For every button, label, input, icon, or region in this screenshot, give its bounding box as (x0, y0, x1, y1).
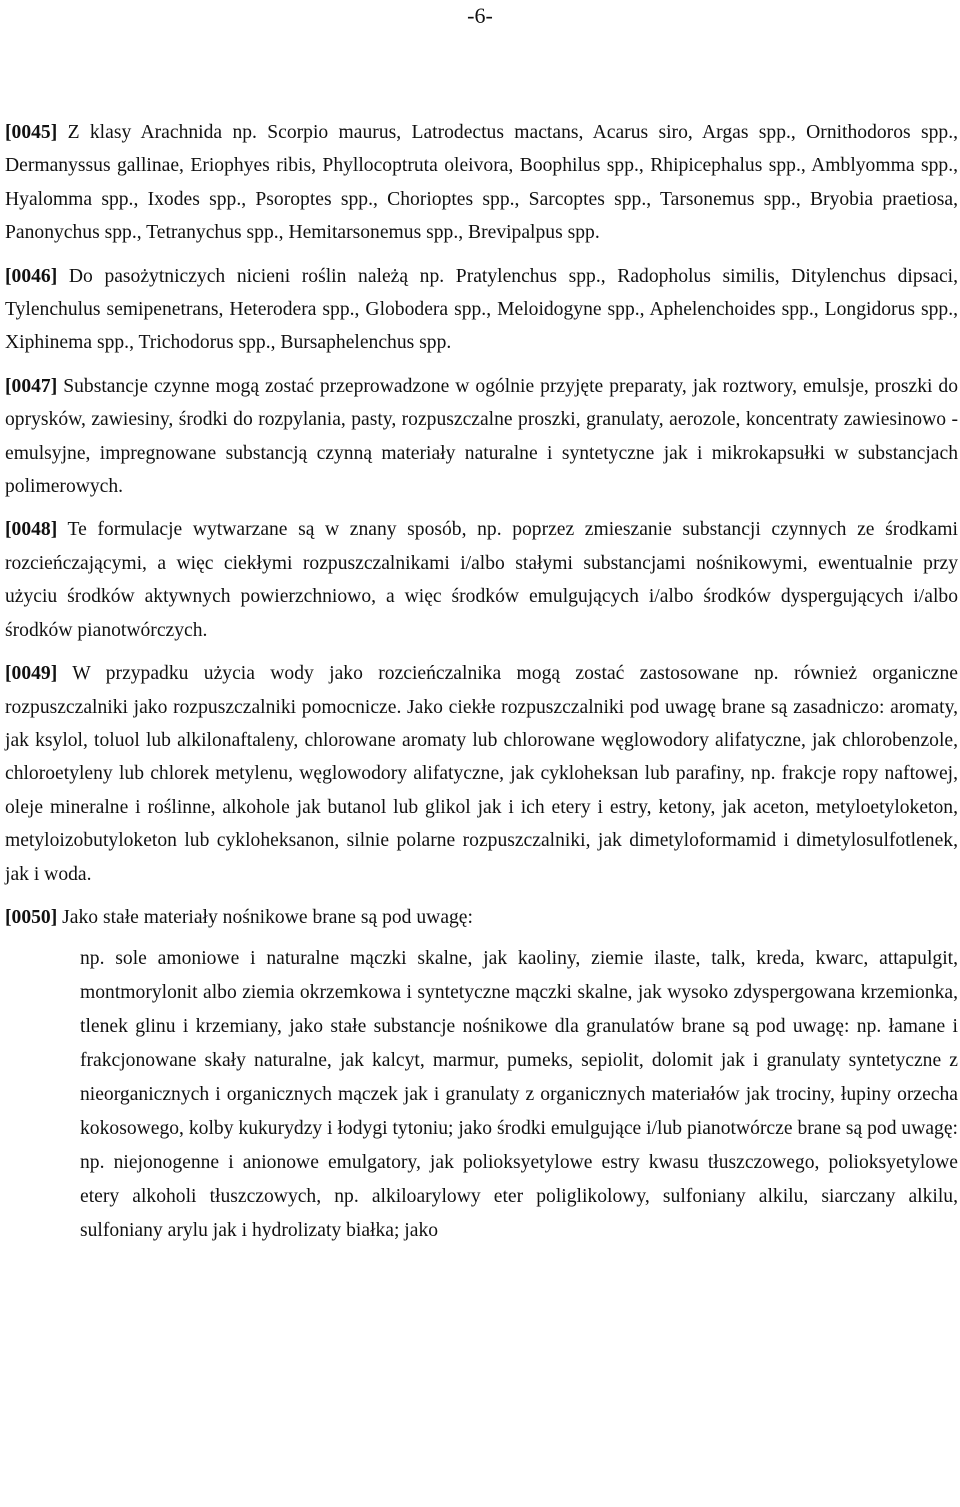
indented-list-text: np. sole amoniowe i naturalne mączki skalne, jak kaoliny, ziemie ilaste, talk, kreda, kwarc, attapulgit, montmorylonit albo ziemia okrzemkowa i syntetyczne mączki skalne, jak wysoko zdyspergowana krzemionka, tlenek glinu i krzemiany, jako stałe substancje nośnikowe dla granulatów brane są pod uwagę: np. łamane i frakcjonowane skały naturalne, jak kalcyt, marmur, pumeks, sepiolit, dolomit jak i granulaty syntetyczne z nieorganicznych i organicznych mączek jak i granulaty z organicznych materiałów jak trociny, łupiny orzecha kokosowego, kolby kukurydzy i łodygi tytoniu; jako środki emulgujące i/lub pianotwórcze brane są pod uwagę: np. niejonogenne i anionowe emulgatory, jak polioksyetylowe estry kwasu tłuszczowego, polioksyetylowe etery alkoholi tłuszczowych, np. alkiloarylowy eter poliglikolowy, sulfoniany alkilu, siarczany alkilu, sulfoniany arylu jak i hydrolizaty białka; jako (80, 948, 958, 1242)
paragraph-number: [0045] (5, 122, 58, 143)
paragraph-text: Jako stałe materiały nośnikowe brane są pod uwagę: (57, 906, 473, 928)
paragraph-number: [0050] (5, 906, 58, 928)
paragraph-0045 (5, 116, 958, 250)
paragraph-number: [0047] (5, 375, 58, 397)
paragraph-text: Te formulacje wytwarzane są w znany sposób, np. poprzez zmieszanie substancji czynnych ze środkami rozcieńczającymi, a więc ciekłymi rozpuszczalnikami i/albo stałymi substancjami nośnikowymi, ewentualnie przy użyciu środków aktywnych powierzchniowo, a więc środków emulgujących i/albo środków dyspergujących i/albo środków pianotwórczych. (5, 519, 958, 641)
paragraph-number: [0049] (5, 663, 58, 685)
paragraph-text: W przypadku użycia wody jako rozcieńczalnika mogą zostać zastosowane np. również organiczne rozpuszczalniki jako rozpuszczalniki pomocnicze. Jako ciekłe rozpuszczalniki pod uwagę brane są zasadniczo: aromaty, jak ksylol, toluol lub alkilonaftaleny, chlorowane aromaty lub chlorowane węglowodory alifatyczne, jak chlorobenzole, chloroetyleny lub chlorek metylenu, węglowodory alifatyczne, jak cykloheksan lub parafiny, np. frakcje ropy naftowej, oleje mineralne i roślinne, alkohole jak butanol lub glikol jak i ich etery i estry, ketony, jak aceton, metyloetyloketon, metyloizobutyloketon lub cykloheksanon, silnie polarne rozpuszczalniki, jak dimetyloformamid i dimetylosulfotlenek, jak i woda. (5, 663, 958, 885)
paragraph-0046 (5, 260, 958, 360)
page-number: -6- (467, 3, 493, 28)
paragraph-number: [0046] (5, 265, 58, 287)
paragraph-text: Substancje czynne mogą zostać przeprowadzone w ogólnie przyjęte preparaty, jak roztwory, emulsje, proszki do oprysków, zawiesiny, środki do rozpylania, pasty, rozpuszczalne proszki, granulaty, aerozole, koncentraty zawiesinowo - emulsyjne, impregnowane substancją czynną materiały naturalne i syntetyczne jak i mikrokapsułki w substancjach polimerowych. (5, 375, 958, 498)
paragraph-0050 (5, 901, 958, 934)
paragraph-text: Do pasożytniczych nicieni roślin należą np. Pratylenchus spp., Radopholus similis, Ditylenchus dipsaci, Tylenchulus semipenetrans, Heterodera spp., Globodera spp., Meloidogyne spp., Aphelenchoides spp., Longidorus spp., Xiphinema spp., Trichodorus spp., Bursaphelenchus spp. (5, 265, 958, 354)
paragraph-number: [0048] (5, 519, 58, 541)
document-body (5, 116, 958, 1248)
paragraph-0048 (5, 513, 958, 647)
paragraph-text: Z klasy Arachnida np. Scorpio maurus, Latrodectus mactans, Acarus siro, Argas spp., Ornithodoros spp., Dermanyssus gallinae, Eriophyes ribis, Phyllocoptruta oleivora, Boophilus spp., Rhipicephalus spp., Amblyomma spp., Hyalomma spp., Ixodes spp., Psoroptes spp., Chorioptes spp., Sarcoptes spp., Tarsonemus spp., Bryobia praetiosa, Panonychus spp., Tetranychus spp., Hemitarsonemus spp., Brevipalpus spp. (5, 122, 958, 244)
paragraph-0049 (5, 657, 958, 891)
paragraph-0047 (5, 370, 958, 504)
